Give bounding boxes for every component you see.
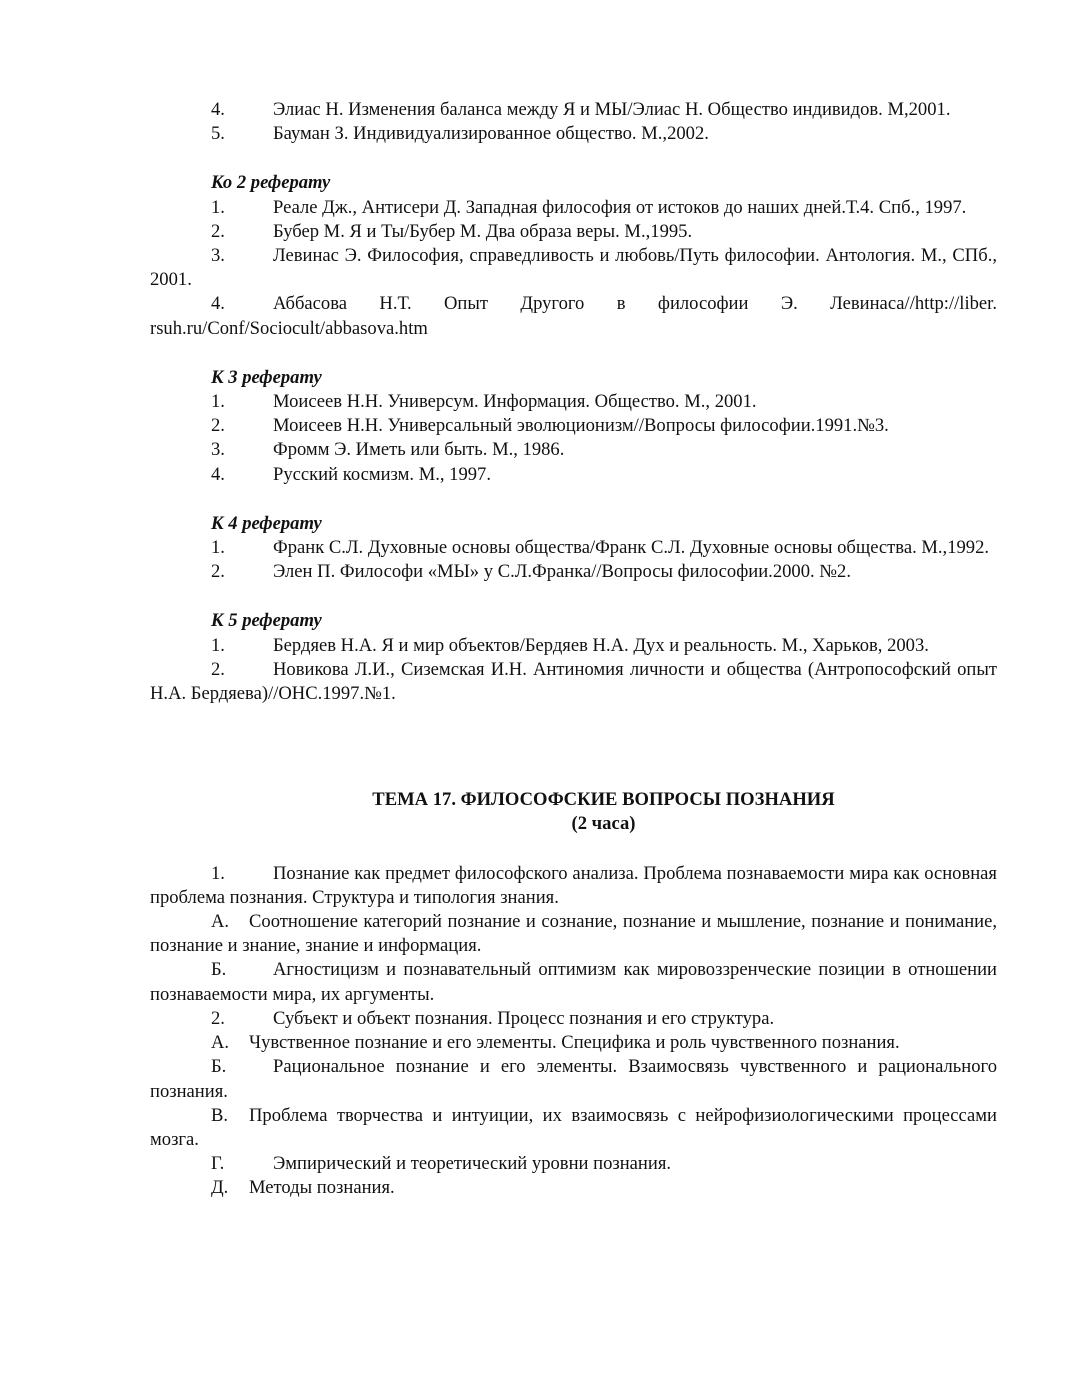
item-number: Г. (211, 1153, 225, 1175)
item-number: 1. (211, 391, 225, 413)
item-text: Субъект и объект познания. Процесс познания и его структура. (273, 1007, 775, 1029)
reference-section (150, 171, 997, 340)
item-number: 1. (211, 862, 225, 884)
item-text: Агностицизм и познавательный оптимизм как мировоззренческие позиции в отношении познаваемости мира, их аргументы. (150, 959, 997, 1005)
topic-outline (150, 862, 997, 1201)
list-item (150, 560, 997, 584)
list-item (150, 1104, 997, 1152)
item-number: А. (211, 911, 230, 933)
item-number: Д. (211, 1177, 229, 1199)
item-text: Фромм Э. Иметь или быть. М., 1986. (273, 439, 565, 461)
list-item (150, 122, 997, 146)
list-item (150, 1152, 997, 1176)
item-number: 2. (211, 415, 225, 437)
list-item (150, 196, 997, 220)
item-text: Рациональное познание и его элементы. Взаимосвязь чувственного и рационального познания. (150, 1056, 997, 1102)
item-number: 4. (211, 463, 225, 485)
item-text: Методы познания. (249, 1177, 395, 1199)
item-number: Б. (211, 1056, 227, 1078)
list-item (150, 244, 997, 292)
item-text: Соотношение категорий познание и сознание, познание и мышление, познание и понимание, познание и знание, знание и информация. (150, 911, 997, 957)
item-text: Реале Дж., Антисери Д. Западная философия от истоков до наших дней.Т.4. Спб., 1997. (273, 196, 967, 218)
item-text: Элен П. Философи «МЫ» у С.Л.Франка//Вопросы философии.2000. №2. (273, 561, 851, 583)
list-item (150, 862, 997, 910)
list-item (150, 658, 997, 706)
item-number: 2. (211, 1007, 225, 1029)
section-heading: К 4 реферату (211, 512, 322, 534)
list-item (150, 1031, 997, 1055)
list-item (150, 463, 997, 487)
intro-reference-list (150, 98, 997, 146)
item-number: 1. (211, 537, 225, 559)
item-text: Бауман З. Индивидуализированное общество. М.,2002. (273, 123, 709, 145)
list-item (150, 292, 997, 340)
topic-hours: (2 часа) (571, 813, 636, 835)
section-heading: К 3 реферату (211, 366, 322, 388)
list-item (150, 1055, 997, 1103)
section-heading: К 5 реферату (211, 610, 322, 632)
item-number: 4. (211, 293, 225, 315)
reference-section (150, 609, 997, 706)
list-item (150, 1176, 997, 1200)
item-text: Русский космизм. М., 1997. (273, 463, 492, 485)
item-number: 1. (211, 634, 225, 656)
item-text: Франк С.Л. Духовные основы общества/Франк С.Л. Духовные основы общества. М.,1992. (273, 537, 990, 559)
item-number: 2. (211, 561, 225, 583)
reference-section (150, 366, 997, 487)
list-item (150, 220, 997, 244)
item-text: Бердяев Н.А. Я и мир объектов/Бердяев Н.А. Дух и реальность. М., Харьков, 2003. (273, 634, 929, 656)
item-text: Моисеев Н.Н. Универсальный эволюционизм//Вопросы философии.1991.№3. (273, 415, 889, 437)
list-item (150, 414, 997, 438)
list-item (150, 910, 997, 958)
item-number: 3. (211, 245, 225, 267)
item-text: Левинас Э. Философия, справедливость и любовь/Путь философии. Антология. М., СПб., 2001. (150, 245, 997, 291)
list-item (150, 536, 997, 560)
item-text: Новикова Л.И., Сиземская И.Н. Антиномия личности и общества (Антропософский опыт Н.А. Бердяева)//ОНС.1997.№1. (150, 658, 997, 705)
item-text: Аббасова Н.Т. Опыт Другого в философии Э. Левинаса//http://liber. rsuh.ru/Conf/Sociocult/abbasova.htm (150, 293, 997, 339)
item-text: Эмпирический и теоретический уровни познания. (273, 1153, 672, 1175)
section-heading: Ко 2 реферату (211, 172, 331, 194)
list-item (150, 634, 997, 658)
item-number: 1. (211, 196, 225, 218)
item-text: Познание как предмет философского анализа. Проблема познаваемости мира как основная проблема познания. Структура и типология знания. (150, 862, 997, 908)
list-item (150, 438, 997, 462)
list-item (150, 1007, 997, 1031)
item-text: Проблема творчества и интуиции, их взаимосвязь с нейрофизиологическими процессами мозга. (150, 1104, 997, 1150)
item-number: А. (211, 1032, 230, 1054)
item-text: Чувственное познание и его элементы. Специфика и роль чувственного познания. (249, 1032, 900, 1054)
item-text: Моисеев Н.Н. Универсум. Информация. Общество. М., 2001. (273, 391, 757, 413)
list-item (150, 390, 997, 414)
document-page (150, 98, 997, 1201)
list-item (150, 958, 997, 1006)
item-text: Бубер М. Я и Ты/Бубер М. Два образа веры. М.,1995. (273, 220, 693, 242)
item-number: Б. (211, 959, 227, 981)
list-item (150, 98, 997, 122)
item-text: Элиас Н. Изменения баланса между Я и МЫ/Элиас Н. Общество индивидов. М,2001. (273, 99, 951, 120)
item-number: В. (211, 1104, 229, 1126)
item-number: 2. (211, 658, 225, 680)
item-number: 3. (211, 439, 225, 461)
item-number: 5. (211, 123, 225, 145)
topic-title: ТЕМА 17. ФИЛОСОФСКИЕ ВОПРОСЫ ПОЗНАНИЯ (372, 789, 835, 811)
item-number: 2. (211, 220, 225, 242)
reference-section (150, 512, 997, 585)
item-number: 4. (211, 99, 225, 120)
reference-sections (150, 171, 997, 706)
